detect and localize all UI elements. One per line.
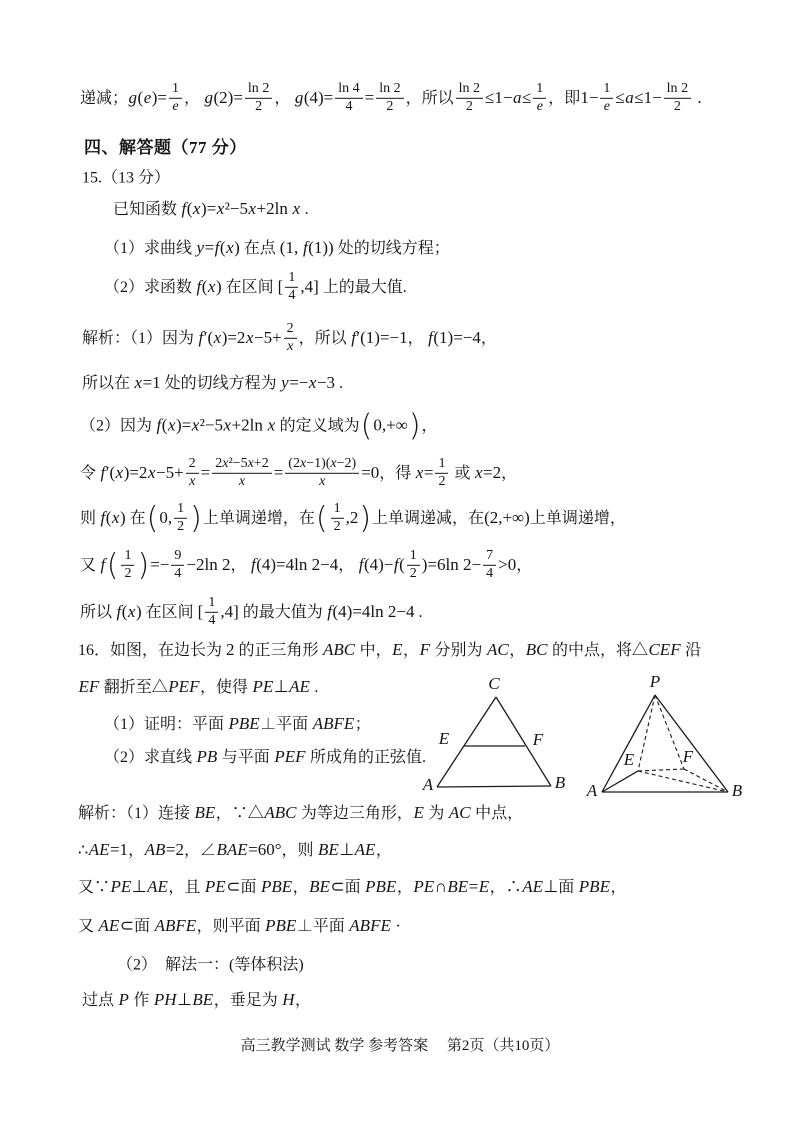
math-text: y=−x−3 (281, 372, 336, 392)
edge-AB (437, 786, 551, 787)
math-text: ABFE (312, 713, 355, 733)
cjk-text: ， (230, 556, 251, 574)
cjk-text: 又∵ (78, 878, 111, 896)
math-text: [ (277, 276, 284, 296)
cjk-text: 令 (80, 464, 101, 482)
cjk-text: ， (183, 89, 204, 107)
cjk-text: 的正三角形 (234, 641, 323, 659)
math-text: f (100, 554, 106, 574)
math-text: PB (196, 746, 218, 766)
cjk-text: ， (509, 641, 526, 659)
cjk-text: 所以 (80, 603, 117, 621)
math-text: f(x) (100, 507, 126, 527)
math-text: f′(x)=2x−5+ (198, 327, 282, 347)
math-text: AE⊂ (98, 915, 135, 935)
fraction: $\frac{1}{2}$ (174, 502, 187, 534)
math-text: PBE (265, 915, 297, 935)
fraction: $\frac{\ln 2}{2}$ (456, 82, 483, 114)
math-text: CEF (648, 639, 681, 659)
big-paren: ( (146, 500, 159, 536)
math-text: PEF (168, 676, 200, 696)
big-paren: ) (190, 500, 202, 536)
cjk-text: · (391, 917, 401, 935)
cjk-text: 在区间 (221, 278, 278, 296)
fraction: $\frac{1}{2}$ (407, 549, 420, 581)
big-paren: ) (137, 547, 150, 583)
cjk-text: ， (338, 556, 359, 574)
math-text: PE⊥AE (252, 676, 310, 696)
math-text: ,4] (300, 276, 319, 296)
cjk-text: ，使得 (199, 678, 252, 696)
big-paren: ( (106, 547, 119, 583)
math-text: BE (194, 802, 216, 822)
cjk-text: 面 (240, 878, 261, 896)
fraction: $\frac{2}{x}$ (284, 322, 297, 354)
cjk-text: 在区间 (141, 603, 198, 621)
cjk-text: 中， (355, 641, 392, 659)
cjk-text: ∴ (78, 841, 89, 859)
math-text: PBE (365, 876, 397, 896)
cjk-text: 所成角的正弦值. (305, 748, 426, 766)
math-text: x=1 (134, 372, 161, 392)
math-text: PBE (578, 876, 610, 896)
cjk-text: 面 (558, 878, 579, 896)
cjk-text: （2） 解法一：(等体积法) (117, 956, 304, 974)
cjk-text: 分别为 (430, 641, 487, 659)
fraction: $\frac{1}{e}$ (533, 82, 546, 114)
cjk-text: ， (610, 878, 627, 896)
math-text: f′(x)=2x−5+ (100, 462, 184, 482)
edge-PA (602, 695, 655, 792)
vertex-label-E: E (438, 729, 450, 748)
math-text: AC (448, 802, 471, 822)
edge-PE (638, 695, 655, 771)
cjk-text: （1）求曲线 (104, 239, 197, 257)
cjk-text: 解析：（1）连接 (78, 804, 195, 822)
cjk-text: 上单调递增，在 (202, 509, 315, 527)
math-text: −2ln 2 (186, 554, 231, 574)
big-paren: ( (360, 408, 373, 444)
cjk-text: ，∠ (183, 841, 216, 859)
cjk-text: 翻折至△ (99, 678, 168, 696)
math-text: AE⊥ (522, 876, 559, 896)
vertex-label-C: C (488, 674, 500, 693)
big-paren: ) (408, 408, 421, 444)
math-text: f(x) (196, 276, 222, 296)
math-text: PE⊂ (204, 876, 241, 896)
cjk-text: ， (403, 641, 420, 659)
math-text: f(x) (116, 601, 142, 621)
cjk-text: ⊥平面 (296, 917, 349, 935)
math-text: >0 (498, 554, 517, 574)
cjk-text: ， (294, 991, 311, 1009)
cjk-text: ， (501, 464, 518, 482)
math-text: g(2)= (204, 87, 243, 107)
cjk-text: 又 (80, 556, 101, 574)
edge-FB (684, 769, 728, 792)
edge-PF (655, 695, 684, 769)
math-text: f(x)=x²−5x+2ln x (156, 415, 276, 435)
cjk-text: ，且 (168, 878, 205, 896)
math-text: = (200, 462, 211, 482)
math-text: f′(1)=−1 (351, 327, 408, 347)
fraction: $\frac{\ln 2}{2}$ (376, 82, 403, 114)
math-text: (2,+∞) (484, 507, 530, 527)
math-text: PE∩BE=E (413, 876, 490, 896)
cjk-text: ，得 (379, 464, 416, 482)
math-text: PBE (260, 876, 293, 896)
vertex-label-P: P (649, 672, 661, 691)
math-text: [ (197, 601, 204, 621)
math-text: . (693, 87, 702, 107)
cjk-text: ， (516, 556, 533, 574)
cjk-text: 的中点，将△ (547, 641, 648, 659)
math-text: AE=1 (88, 839, 129, 859)
math-text: f(1)=−4 (428, 327, 481, 347)
vertex-label-E: E (623, 750, 635, 769)
cjk-text: 的最大值为 (238, 603, 327, 621)
cjk-text: 则 (80, 509, 101, 527)
cjk-text: 的定义域为 (275, 417, 360, 435)
fraction: $\frac{1}{e}$ (600, 82, 613, 114)
cjk-text: 解析：（1）因为 (82, 329, 199, 347)
math-text: PEF (274, 746, 306, 766)
fraction: $\frac{1}{4}$ (205, 596, 218, 628)
math-text: ≤1−a≤ (485, 87, 532, 107)
cjk-text: ， (407, 329, 428, 347)
cjk-text: 四、解答题（77 分） (84, 137, 247, 157)
cjk-text: 为 (424, 804, 449, 822)
edge-EF (638, 769, 684, 771)
math-text: x=2 (474, 462, 502, 482)
math-text: ABFE (349, 915, 391, 935)
cjk-text: ，∵△ (215, 804, 264, 822)
cjk-text: 或 (450, 464, 475, 482)
vertex-label-B: B (554, 773, 566, 792)
cjk-text: （2）求函数 (104, 278, 197, 296)
math-text: ABC (323, 639, 356, 659)
cjk-text: ，所以 (405, 89, 454, 107)
math-text: f(4)−f( (358, 554, 405, 574)
cjk-text: （2）求直线 (104, 748, 197, 766)
cjk-text: ， (375, 841, 392, 859)
cjk-text: （1）证明：平面 (104, 715, 229, 733)
math-text: ≤a≤1− (615, 87, 662, 107)
cjk-text: . (335, 374, 344, 392)
math-text: f(4)=4ln 2−4 (250, 554, 339, 574)
cjk-text: 中点， (471, 804, 524, 822)
math-text: g(4)= (294, 87, 334, 107)
cjk-text: ，即 (548, 89, 581, 107)
cjk-text: ， (396, 878, 413, 896)
math-text: BE⊂ (309, 876, 345, 896)
cjk-text: 15.（13 分） (82, 169, 171, 187)
math-text: ,2 (345, 507, 359, 527)
math-text: AC (486, 639, 509, 659)
cjk-text: ，所以 (298, 329, 351, 347)
fraction: $\frac{9}{4}$ (171, 549, 184, 581)
cjk-text: 面 (344, 878, 365, 896)
math-text: P (118, 989, 129, 1009)
cjk-text: 又 (78, 917, 99, 935)
cjk-text: . (310, 678, 319, 696)
cjk-text: ⊥平面 (260, 715, 313, 733)
math-text: = (364, 87, 375, 107)
math-text: f(x)=x²−5x+2ln x (181, 198, 301, 218)
math-text: f(4)=4ln 2−4 (327, 601, 415, 621)
vertex-label-A: A (586, 781, 598, 800)
cjk-text: ， (480, 329, 497, 347)
vertex-label-F: F (682, 747, 694, 766)
math-text: (1, f(1)) (279, 237, 334, 257)
math-text: =− (150, 554, 170, 574)
math-text: AB=2 (144, 839, 184, 859)
cjk-text: 16．如图，在边长为 (78, 641, 227, 659)
fraction: $\frac{\text{2x²−5x+2}}{x}$ (212, 457, 271, 489)
figure-triangle-ABC (422, 674, 566, 794)
cjk-text: ，∴ (489, 878, 522, 896)
cjk-text: 已知函数 (113, 200, 182, 218)
fraction: $\frac{\ln 2}{2}$ (245, 82, 272, 114)
fraction: $\frac{\ln 4}{4}$ (335, 82, 362, 114)
page-footer (0, 1037, 800, 1055)
cjk-text: 上单调递增， (529, 509, 626, 527)
cjk-text: （2）因为 (80, 417, 157, 435)
cjk-text: ， (421, 417, 438, 435)
fraction: $\frac{1}{2}$ (331, 502, 344, 534)
fraction: $\frac{1}{2}$ (121, 549, 134, 581)
math-text: 0,+∞ (373, 415, 408, 435)
vertex-label-F: F (532, 730, 544, 749)
cjk-text: 上单调递减，在 (372, 509, 485, 527)
math-text: 1− (580, 87, 599, 107)
figure-tetrahedron-PABFE (586, 672, 743, 800)
cjk-text: ， (128, 841, 145, 859)
fraction: $\frac{1}{4}$ (285, 271, 298, 303)
footer-text: 高三教学测试 数学 参考答案 第2页（共10页） (240, 1038, 560, 1054)
cjk-text: 沿 (681, 641, 702, 659)
math-text: E (392, 639, 403, 659)
math-text: y=f(x) (196, 237, 240, 257)
math-text: =0 (361, 462, 380, 482)
cjk-text: . (300, 200, 309, 218)
cjk-text: 过点 (82, 991, 119, 1009)
fraction: $\frac{2}{x}$ (186, 457, 199, 489)
cjk-text: ，垂足为 (213, 991, 282, 1009)
math-text: H (282, 989, 295, 1009)
cjk-text: 在点 (239, 239, 280, 257)
math-text: 2 (226, 639, 235, 659)
cjk-text: 所以在 (82, 374, 135, 392)
big-paren: ( (315, 500, 328, 536)
fraction: $\frac{\ln 2}{2}$ (664, 82, 691, 114)
math-text: E (413, 802, 424, 822)
math-text: ABC (264, 802, 297, 822)
fraction: $\frac{1}{2}$ (435, 457, 448, 489)
math-text: ,4] (220, 601, 239, 621)
math-text: BE⊥AE (318, 839, 376, 859)
fraction: $\frac{(2x-1)(x-2)}{x}$ (285, 457, 359, 489)
math-text: g(e)= (128, 87, 167, 107)
cjk-text: 面 (134, 917, 155, 935)
math-text: 0, (159, 507, 173, 527)
cjk-text: ， (292, 878, 309, 896)
math-text: = (273, 462, 284, 482)
math-text: BC (525, 639, 548, 659)
math-text: EF (78, 676, 100, 696)
big-paren: ) (359, 500, 372, 536)
cjk-text: 处的切线方程为 (160, 374, 281, 392)
fraction: $\frac{7}{4}$ (483, 549, 496, 581)
cjk-text: ； (354, 715, 371, 733)
math-text: PE⊥AE (110, 876, 168, 896)
cjk-text: 上的最大值. (318, 278, 407, 296)
vertex-label-A: A (422, 775, 434, 794)
cjk-text: 与平面 (217, 748, 274, 766)
cjk-text: 递减； (80, 89, 129, 107)
cjk-text: ，则 (281, 841, 318, 859)
cjk-text: 为等边三角形， (296, 804, 413, 822)
cjk-text: . (414, 603, 423, 621)
math-text: )=6ln 2− (421, 554, 482, 574)
cjk-text: ， (274, 89, 295, 107)
math-text: ABFE (154, 915, 197, 935)
math-text: F (419, 639, 430, 659)
cjk-text: 作 (129, 991, 154, 1009)
math-text: BAE=60° (216, 839, 282, 859)
fraction: $\frac{1}{e}$ (169, 82, 182, 114)
cjk-text: 处的切线方程； (333, 239, 450, 257)
cjk-text: 在 (125, 509, 146, 527)
math-text: x= (415, 462, 434, 482)
cjk-text: ，则平面 (196, 917, 265, 935)
vertex-label-B: B (731, 781, 743, 800)
math-text: PBE (228, 713, 260, 733)
math-text: PH⊥BE (153, 989, 214, 1009)
